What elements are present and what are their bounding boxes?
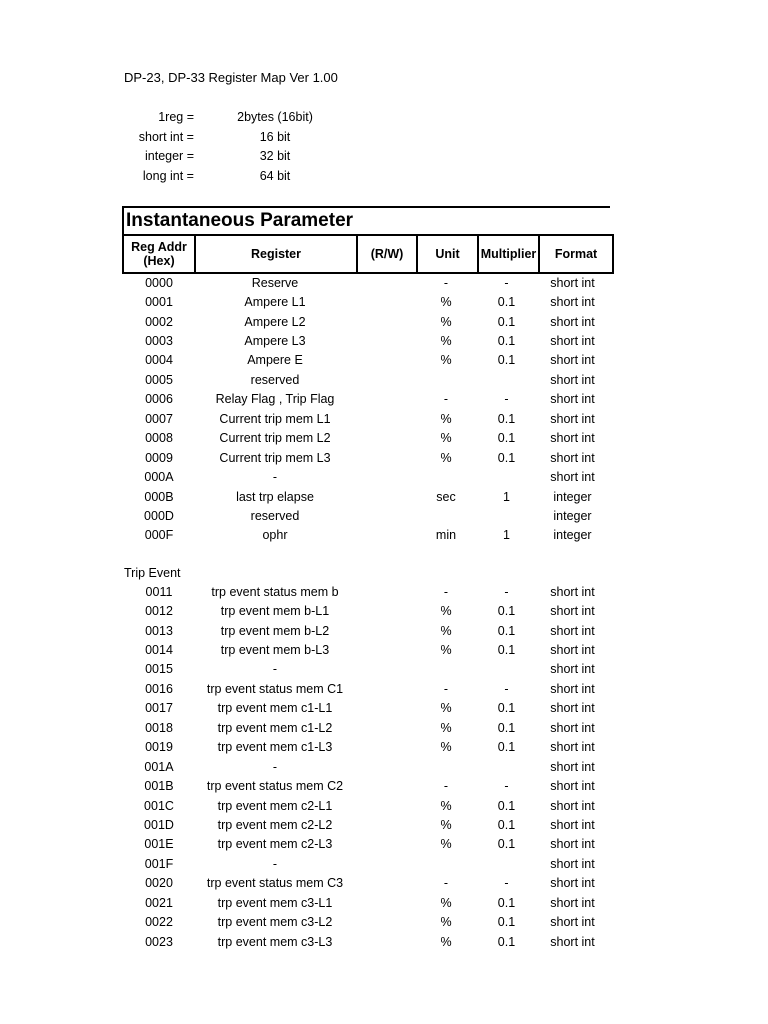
cell-format: short int [550,470,595,485]
cell-reg-addr: 0023 [145,934,173,949]
cell-format: short int [550,759,595,774]
table-row [124,390,608,409]
cell-format: short int [550,856,595,871]
cell-reg-addr: 0018 [145,720,173,735]
cell-multiplier: 0.1 [497,450,516,465]
cell-format: short int [550,275,595,290]
cell-multiplier: - [504,584,509,599]
cell-unit: % [440,798,452,813]
definition-row [100,147,350,167]
cell-reg-addr: 0000 [145,275,173,290]
table-row [124,912,608,931]
definition-value: 64 bit [259,169,291,184]
definition-key: 1reg = [158,109,194,124]
cell-format: short int [550,295,595,310]
table-row [124,429,608,448]
cell-format: short int [550,450,595,465]
cell-register: trp event status mem C3 [206,876,344,891]
definition-key: integer = [145,149,194,164]
cell-register: Reserve [251,275,299,290]
cell-format: short int [550,623,595,638]
cell-unit: % [440,934,452,949]
cell-format: short int [550,392,595,407]
cell-register: - [272,662,278,677]
cell-unit: % [440,915,452,930]
cell-format: short int [550,681,595,696]
cell-unit: % [440,411,452,426]
cell-register: ophr [262,528,288,543]
cell-reg-addr: 0015 [145,662,173,677]
cell-register: trp event status mem C2 [206,779,344,794]
cell-unit: % [440,701,452,716]
header-multiplier: Multiplier [479,236,540,272]
cell-unit: % [440,740,452,755]
cell-format: short int [550,372,595,387]
cell-reg-addr: 0013 [145,623,173,638]
cell-format: short int [550,643,595,658]
cell-register: trp event mem c1-L1 [217,701,333,716]
cell-unit: % [440,353,452,368]
cell-unit: sec [436,489,456,504]
definition-key: long int = [142,169,194,184]
cell-register: trp event mem b-L1 [220,604,330,619]
cell-reg-addr: 001C [144,798,174,813]
table-row [124,757,608,776]
table-row [124,621,608,640]
cell-multiplier: 1 [503,528,510,543]
cell-unit: % [440,623,452,638]
cell-multiplier: 0.1 [497,798,516,813]
cell-register: Current trip mem L2 [219,431,331,446]
cell-register: trp event mem c3-L3 [217,934,333,949]
cell-register: trp event mem c2-L3 [217,837,333,852]
cell-format: integer [553,528,592,543]
cell-reg-addr: 0021 [145,895,173,910]
cell-multiplier: 0.1 [497,837,516,852]
cell-format: short int [550,334,595,349]
table-row [124,699,608,718]
table-row [124,312,608,331]
cell-unit: % [440,431,452,446]
trip-event-rows [124,582,608,951]
table-row [124,526,608,545]
cell-register: trp event mem b-L3 [220,643,330,658]
definitions-block [100,107,350,186]
cell-register: last trp elapse [236,489,314,504]
cell-register: trp event mem b-L2 [220,623,330,638]
cell-reg-addr: 0002 [145,314,173,329]
cell-reg-addr: 0014 [145,643,173,658]
table-row [124,854,608,873]
cell-format: short int [550,779,595,794]
cell-register: Relay Flag , Trip Flag [215,392,335,407]
cell-reg-addr: 0012 [145,604,173,619]
cell-reg-addr: 001F [144,856,174,871]
cell-unit: % [440,314,452,329]
cell-unit: min [435,528,457,543]
table-row [124,601,608,620]
cell-reg-addr: 0011 [145,584,173,599]
cell-multiplier: 0.1 [497,915,516,930]
cell-format: integer [553,508,592,523]
table-row [124,409,608,428]
table-row [124,331,608,350]
cell-format: short int [550,662,595,677]
table-row [124,273,608,292]
cell-register: - [272,470,278,485]
cell-reg-addr: 0006 [145,392,173,407]
cell-multiplier: - [504,876,509,891]
cell-multiplier: 0.1 [497,604,516,619]
cell-unit: % [440,604,452,619]
cell-register: Ampere L1 [244,295,306,310]
cell-register: - [272,759,278,774]
cell-register: Ampere E [247,353,303,368]
cell-unit: - [443,681,449,696]
cell-multiplier: 0.1 [497,720,516,735]
cell-reg-addr: 001A [144,759,174,774]
cell-multiplier: 1 [503,489,510,504]
cell-format: integer [553,489,592,504]
header-register: Register [196,236,358,272]
table-row [124,932,608,951]
cell-unit: % [440,720,452,735]
cell-multiplier: 0.1 [497,701,516,716]
cell-unit: % [440,334,452,349]
header-rw: (R/W) [358,236,418,272]
cell-unit: % [440,643,452,658]
cell-register: reserved [250,508,300,523]
cell-format: short int [550,837,595,852]
table-row [124,448,608,467]
cell-reg-addr: 0017 [145,701,173,716]
cell-reg-addr: 0005 [145,372,173,387]
cell-reg-addr: 0003 [145,334,173,349]
cell-register: - [272,856,278,871]
table-row [124,487,608,506]
cell-register: Current trip mem L3 [219,450,331,465]
cell-register: Current trip mem L1 [219,411,331,426]
cell-multiplier: 0.1 [497,895,516,910]
cell-unit: % [440,837,452,852]
cell-format: short int [550,431,595,446]
cell-reg-addr: 0020 [145,876,173,891]
cell-multiplier: 0.1 [497,643,516,658]
section-title: Instantaneous Parameter [122,206,610,234]
cell-multiplier: - [504,392,509,407]
cell-multiplier: 0.1 [497,353,516,368]
cell-format: short int [550,817,595,832]
cell-multiplier: 0.1 [497,431,516,446]
cell-reg-addr: 001E [144,837,174,852]
cell-reg-addr: 001D [144,817,174,832]
cell-register: Ampere L3 [244,334,306,349]
cell-format: short int [550,604,595,619]
cell-reg-addr: 0007 [145,411,173,426]
table-row [124,835,608,854]
table-row [124,582,608,601]
definition-value: 2bytes (16bit) [237,109,313,124]
table-row [124,506,608,525]
cell-reg-addr: 0016 [145,681,173,696]
definition-row [100,166,350,186]
cell-register: trp event mem c2-L2 [217,817,333,832]
cell-multiplier: 0.1 [497,314,516,329]
cell-format: short int [550,798,595,813]
definition-value: 16 bit [259,129,291,144]
cell-register: trp event status mem b [211,584,339,599]
cell-format: short int [550,915,595,930]
table-row [124,815,608,834]
cell-reg-addr: 000B [144,489,174,504]
cell-format: short int [550,584,595,599]
cell-register: trp event mem c3-L1 [217,895,333,910]
cell-reg-addr: 000F [144,528,174,543]
cell-unit: - [443,876,449,891]
cell-format: short int [550,720,595,735]
cell-register: trp event mem c1-L3 [217,740,333,755]
definition-row [100,127,350,147]
table-row [124,718,608,737]
cell-unit: - [443,275,449,290]
table-row [124,351,608,370]
table-header [122,234,614,274]
cell-format: short int [550,701,595,716]
table-row [124,640,608,659]
header-format: Format [554,247,598,261]
cell-reg-addr: 0009 [145,450,173,465]
table-row [124,874,608,893]
cell-format: short int [550,934,595,949]
cell-reg-addr: 0008 [145,431,173,446]
cell-reg-addr: 001B [144,779,174,794]
cell-reg-addr: 0022 [145,915,173,930]
cell-reg-addr: 000D [144,508,174,523]
definition-row [100,107,350,127]
cell-reg-addr: 0019 [145,740,173,755]
cell-format: short int [550,353,595,368]
cell-multiplier: - [504,681,509,696]
cell-register: trp event mem c2-L1 [217,798,333,813]
trip-event-label: Trip Event [124,566,181,580]
cell-reg-addr: 0004 [145,353,173,368]
cell-multiplier: 0.1 [497,623,516,638]
table-row [124,370,608,389]
cell-format: short int [550,314,595,329]
instantaneous-rows [124,273,608,545]
cell-register: trp event status mem C1 [206,681,344,696]
header-unit: Unit [418,236,479,272]
cell-unit: % [440,817,452,832]
document-title: DP-23, DP-33 Register Map Ver 1.00 [124,70,338,85]
cell-reg-addr: 000A [144,470,174,485]
definition-value: 32 bit [259,149,291,164]
cell-unit: % [440,450,452,465]
cell-multiplier: - [504,779,509,794]
cell-unit: - [443,779,449,794]
cell-format: short int [550,895,595,910]
table-row [124,467,608,486]
cell-register: trp event mem c3-L2 [217,915,333,930]
cell-register: trp event mem c1-L2 [217,720,333,735]
definition-key: short int = [138,129,194,144]
table-row [124,796,608,815]
cell-multiplier: 0.1 [497,295,516,310]
header-reg-addr: Reg Addr (Hex) [124,236,196,272]
cell-register: Ampere L2 [244,314,306,329]
table-row [124,738,608,757]
cell-unit: - [443,584,449,599]
cell-format: short int [550,876,595,891]
cell-multiplier: 0.1 [497,817,516,832]
table-row [124,660,608,679]
cell-multiplier: 0.1 [497,934,516,949]
table-row [124,292,608,311]
table-row [124,679,608,698]
cell-format: short int [550,411,595,426]
cell-format: short int [550,740,595,755]
cell-unit: % [440,895,452,910]
cell-multiplier: 0.1 [497,411,516,426]
cell-multiplier: - [504,275,509,290]
cell-multiplier: 0.1 [497,334,516,349]
table-row [124,776,608,795]
cell-register: reserved [250,372,300,387]
cell-unit: - [443,392,449,407]
cell-unit: % [440,295,452,310]
cell-reg-addr: 0001 [145,295,173,310]
cell-multiplier: 0.1 [497,740,516,755]
table-row [124,893,608,912]
